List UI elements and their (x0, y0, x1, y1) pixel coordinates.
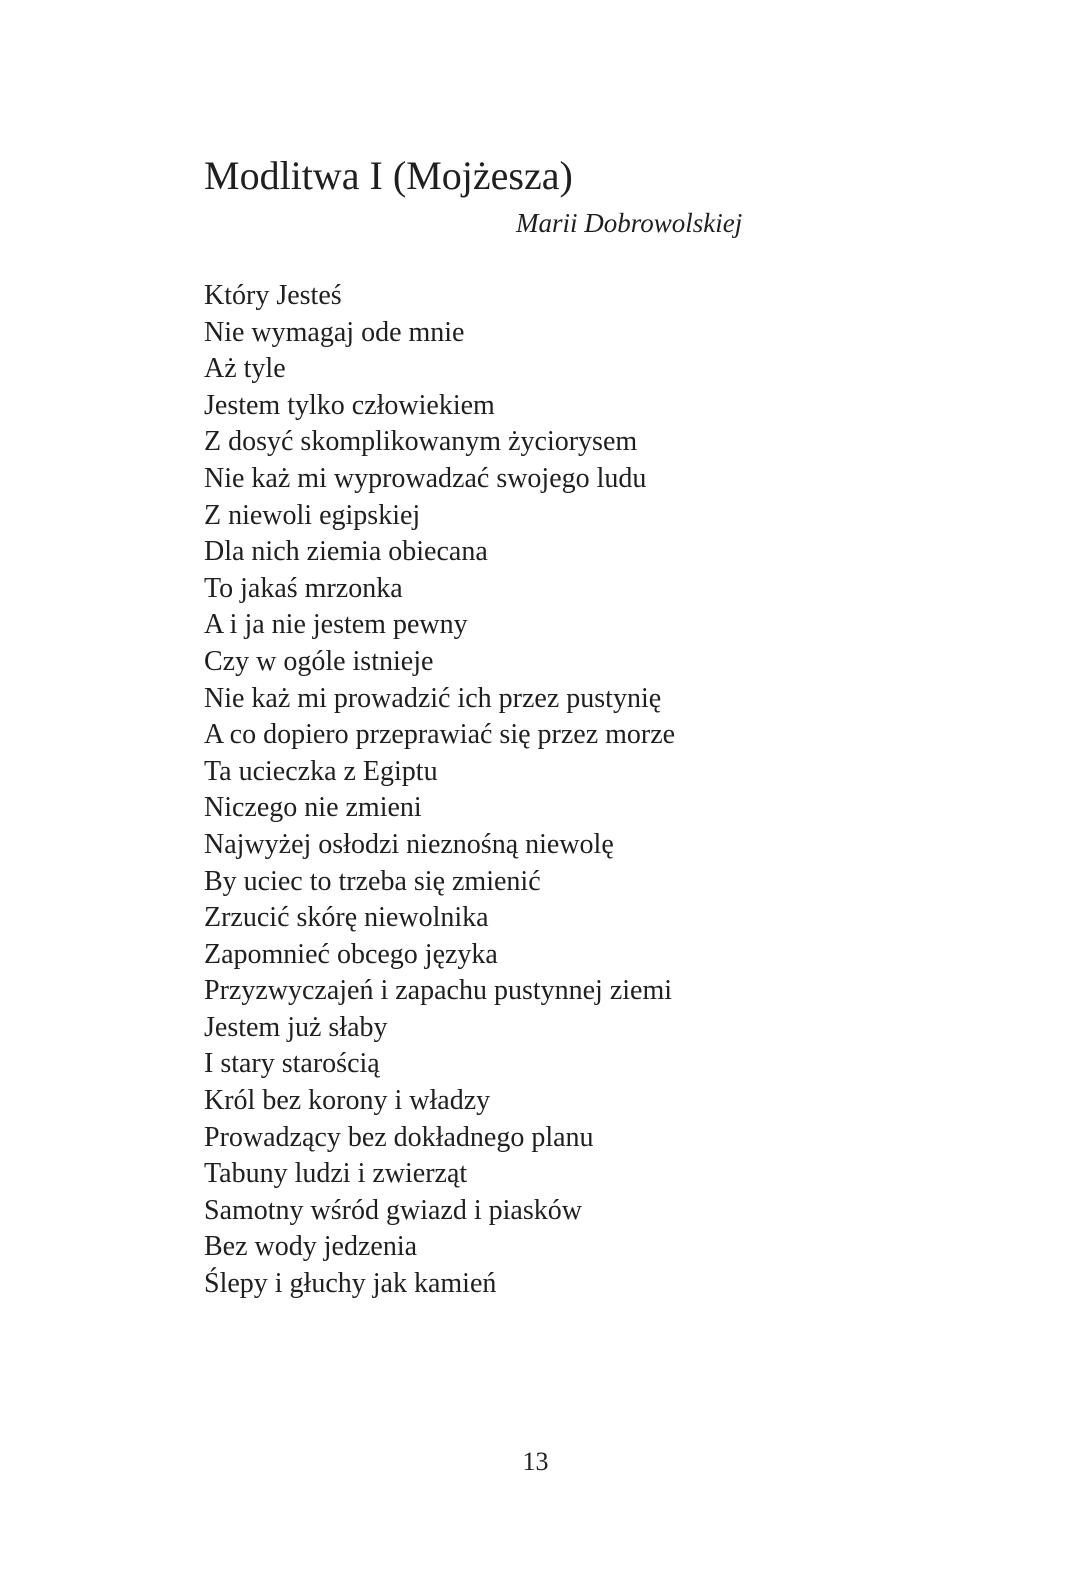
poem-line: Przyzwyczajeń i zapachu pustynnej ziemi (204, 975, 673, 1007)
poem-line: Niczego nie zmieni (204, 792, 422, 824)
poem-line: Aż tyle (204, 353, 286, 385)
poem-line: A i ja nie jestem pewny (204, 609, 468, 641)
poem-line: Ta ucieczka z Egiptu (204, 755, 438, 787)
poem-line: Z dosyć skomplikowanym życiorysem (204, 426, 638, 458)
poem-dedication: Marii Dobrowolskiej (516, 208, 743, 238)
poem-line: I stary starością (204, 1048, 380, 1080)
poem-line: Z niewoli egipskiej (204, 499, 421, 531)
poem-line: Bez wody jedzenia (204, 1231, 418, 1263)
page-number: 13 (522, 1447, 549, 1476)
poem-title: Modlitwa I (Mojżesza) (204, 153, 573, 198)
poem-line: Król bez korony i władzy (204, 1085, 491, 1117)
poem-line: To jakaś mrzonka (204, 572, 403, 604)
poem-line: Dla nich ziemia obiecana (204, 536, 488, 568)
poem-line: Zapomnieć obcego języka (204, 938, 498, 970)
poem-line: Najwyżej osłodzi nieznośną niewolę (204, 828, 614, 860)
poem-line: Jestem tylko człowiekiem (204, 389, 495, 421)
poem-line: Samotny wśród gwiazd i piasków (204, 1194, 582, 1226)
poem-line: Nie wymagaj ode mnie (204, 316, 465, 348)
poem-line: Nie każ mi wyprowadzać swojego ludu (204, 462, 647, 494)
poem-line: A co dopiero przeprawiać się przez morze (204, 719, 676, 751)
poem-line: Który Jesteś (204, 280, 342, 311)
poem-line: Ślepy i głuchy jak kamień (204, 1268, 497, 1300)
poem-line: Zrzucić skórę niewolnika (204, 902, 489, 934)
poem-line: By uciec to trzeba się zmienić (204, 865, 541, 897)
poem-line: Nie każ mi prowadzić ich przez pustynię (204, 682, 662, 714)
poem-line: Prowadzący bez dokładnego planu (204, 1121, 594, 1153)
poem-line: Czy w ogóle istnieje (204, 645, 434, 677)
poem-line: Jestem już słaby (204, 1011, 388, 1043)
poem-line: Tabuny ludzi i zwierząt (204, 1158, 468, 1190)
poem-body (204, 278, 675, 1303)
